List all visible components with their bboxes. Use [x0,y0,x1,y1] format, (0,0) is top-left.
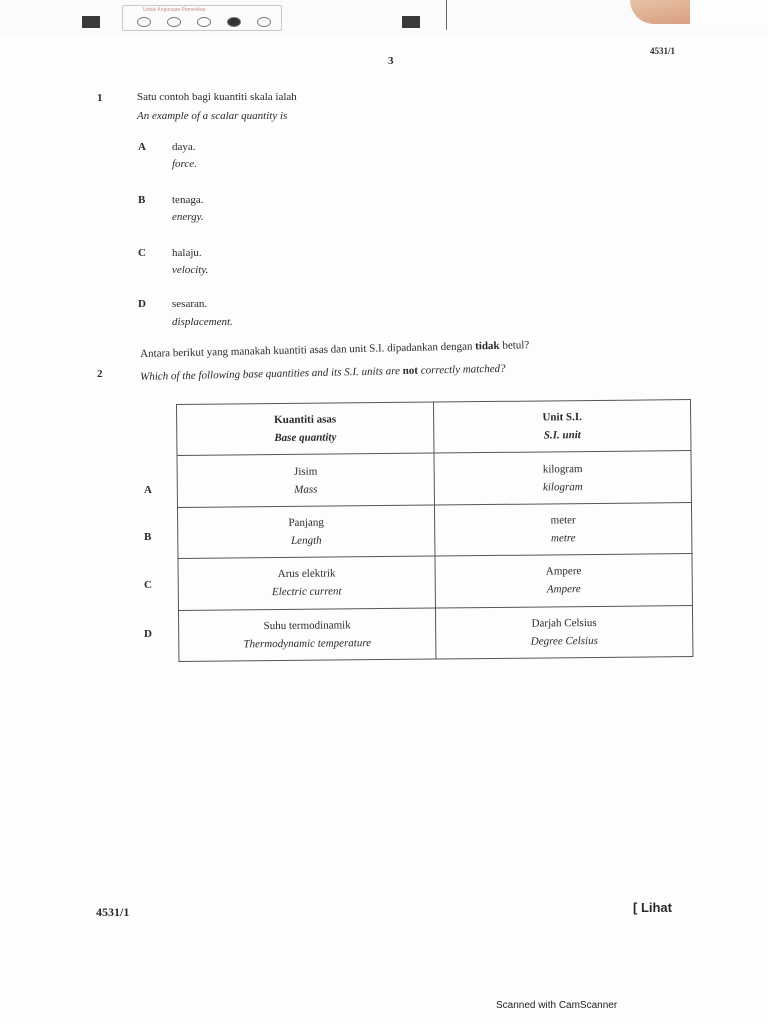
registration-mark-left [82,16,100,28]
page-number: 3 [388,55,394,67]
quantity-cell [178,608,435,662]
quantity-en: Thermodynamic temperature [243,636,372,651]
option-text-ms: tenaga. [172,194,204,206]
question-stem-en [140,363,506,383]
quantity-cell [177,505,434,559]
question-stem-ms: Satu contoh bagi kuantiti skala ialah [137,91,297,103]
scanner-watermark: Scanned with CamScanner [496,1000,618,1011]
unit-cell [435,605,692,659]
matching-table-wrap [176,399,693,662]
fold-line [446,0,447,30]
unit-en: kilogram [542,480,583,494]
unit-en: metre [550,532,576,545]
header-text-en: S.I. unit [543,429,581,442]
table-row [178,605,692,661]
option-text-en: force. [172,158,197,170]
stem-text: Antara berikut yang manakah kuantiti asas dan unit S.I. dipadankan dengan [140,340,476,360]
next-page-label: [ Lihat [633,900,672,915]
table-row [177,502,691,558]
quantity-cell [177,453,434,507]
row-option-letter: A [144,484,152,496]
option-text-en: velocity. [172,264,209,276]
question-stem-ms [140,339,529,360]
question-number: 1 [97,92,103,104]
answer-bubble [137,17,151,27]
page-edge [690,0,768,30]
unit-cell [434,451,691,505]
table-row [177,451,691,507]
option-letter: C [138,247,146,259]
stem-emphasis: not [402,364,419,378]
option-letter: D [138,298,146,310]
row-option-letter: B [144,531,152,543]
quantity-ms: Jisim [293,465,318,478]
quantity-ms: Suhu termodinamik [263,619,351,632]
question-stem-en: An example of a scalar quantity is [137,110,288,122]
row-option-letter: D [144,628,152,640]
answer-bubble [167,17,181,27]
option-letter: A [138,141,146,153]
header-cell-quantity [177,402,434,456]
answer-bubble [197,17,211,27]
unit-ms: Ampere [545,565,582,578]
option-text-ms: daya. [172,141,196,153]
quantity-en: Length [290,534,322,547]
registration-mark-right [402,16,420,28]
stem-text: Which of the following base quantities and its S.I. units are [140,365,403,383]
header-text-en: Base quantity [274,431,337,445]
quantity-en: Electric current [271,585,342,599]
option-letter: B [138,194,146,206]
table-row [178,554,692,610]
unit-en: Ampere [546,583,581,596]
answer-bubble-filled [227,17,241,27]
paper-code-top: 4531/1 [650,46,676,56]
examiner-bubble-box [122,5,282,31]
bubble-box-caption: Untuk Kegunaan Pemeriksa [143,7,206,13]
unit-ms: Darjah Celsius [531,616,597,630]
header-cell-unit [433,400,690,454]
unit-cell [435,554,692,608]
unit-cell [434,502,691,556]
stem-emphasis: tidak [475,339,500,353]
matching-table [176,399,693,662]
quantity-ms: Arus elektrik [277,567,336,581]
answer-bubble [257,17,271,27]
stem-text: correctly matched? [417,362,506,377]
option-text-ms: halaju. [172,247,202,259]
table-header-row [177,400,691,456]
option-text-en: energy. [172,211,204,223]
question-number: 2 [97,368,103,380]
quantity-ms: Panjang [288,516,324,529]
header-text-ms: Unit S.I. [542,411,582,424]
quantity-cell [178,556,435,610]
paper-code-footer: 4531/1 [96,905,130,919]
unit-ms: meter [550,514,576,527]
option-text-ms: sesaran. [172,298,208,310]
option-text-en: displacement. [172,316,233,328]
header-text-ms: Kuantiti asas [274,413,337,427]
quantity-en: Mass [294,483,318,496]
unit-en: Degree Celsius [530,634,598,648]
row-option-letter: C [144,579,152,591]
stem-text: betul? [499,339,530,352]
unit-ms: kilogram [542,462,583,476]
